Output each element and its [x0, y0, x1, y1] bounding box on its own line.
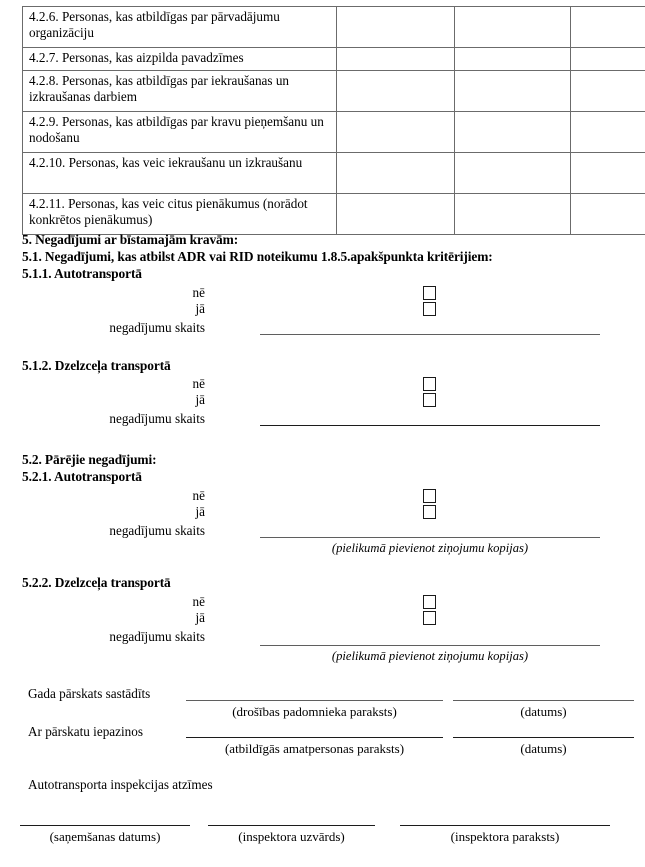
label-no-5-1-1: nē [192, 285, 205, 300]
inspector-name-caption: (inspektora uzvārds) [238, 829, 345, 844]
count-line-5-2-1[interactable] [260, 537, 600, 538]
date-caption-2: (datums) [520, 741, 567, 756]
checkbox-yes-5-1-2[interactable] [423, 393, 436, 407]
attach-note-5-2-1: (pielikumā pievienot ziņojumu kopijas) [331, 541, 529, 555]
duty-label-cell: 4.2.11. Personas, kas veic citus pienākumus (norādot konkrētos pienākumus) [23, 194, 337, 235]
table-row [23, 71, 645, 112]
table-row [23, 194, 645, 235]
table-row [23, 7, 645, 48]
safety-adviser-caption: (drošības padomnieka paraksts) [232, 704, 397, 719]
duty-value-cell-3[interactable] [571, 7, 645, 48]
section-5-2-title: 5.2. Pārējie negadījumi: [22, 452, 157, 467]
label-yes-5-1-2: jā [195, 392, 205, 407]
duty-label-cell: 4.2.7. Personas, kas aizpilda pavadzīmes [23, 48, 337, 71]
count-line-5-1-2[interactable] [260, 425, 600, 426]
official-caption: (atbildīgās amatpersonas paraksts) [224, 741, 405, 756]
checkbox-yes-5-2-2[interactable] [423, 611, 436, 625]
acknowledged-label: Ar pārskatu iepazinos [28, 724, 143, 739]
duty-value-cell-2[interactable] [455, 7, 571, 48]
duty-value-cell-2[interactable] [455, 194, 571, 235]
safety-adviser-signature-line[interactable] [186, 700, 443, 701]
label-yes-5-2-1: jā [195, 504, 205, 519]
duty-value-cell-1[interactable] [337, 48, 455, 71]
duty-label-cell: 4.2.8. Personas, kas atbildīgas par iekraušanas un izkraušanas darbiem [23, 71, 337, 112]
label-yes-5-1-1: jā [195, 301, 205, 316]
duties-table-body [23, 7, 645, 235]
checkbox-no-5-1-2[interactable] [423, 377, 436, 391]
date-caption-1: (datums) [520, 704, 567, 719]
duty-value-cell-3[interactable] [571, 48, 645, 71]
date-line-1[interactable] [453, 700, 634, 701]
duty-value-cell-3[interactable] [571, 112, 645, 153]
duty-value-cell-1[interactable] [337, 194, 455, 235]
count-line-5-2-2[interactable] [260, 645, 600, 646]
duty-value-cell-1[interactable] [337, 7, 455, 48]
table-row [23, 112, 645, 153]
section-5-2-1-title: 5.2.1. Autotransportā [22, 469, 142, 484]
duty-value-cell-2[interactable] [455, 112, 571, 153]
label-yes-5-2-2: jā [195, 610, 205, 625]
duty-value-cell-3[interactable] [571, 153, 645, 194]
duty-value-cell-1[interactable] [337, 71, 455, 112]
attach-note-5-2-2: (pielikumā pievienot ziņojumu kopijas) [331, 649, 529, 663]
section-5-title: 5. Negadījumi ar bīstamajām kravām: [22, 232, 239, 247]
label-count-5-2-2: negadījumu skaits [109, 629, 205, 644]
duty-label-cell: 4.2.6. Personas, kas atbildīgas par pārvadājumu organizāciju [23, 7, 337, 48]
checkbox-no-5-2-1[interactable] [423, 489, 436, 503]
inspector-signature-caption: (inspektora paraksts) [450, 829, 560, 844]
table-row [23, 48, 645, 71]
duty-value-cell-2[interactable] [455, 48, 571, 71]
label-count-5-1-2: negadījumu skaits [109, 411, 205, 426]
duty-value-cell-2[interactable] [455, 71, 571, 112]
table-row [23, 153, 645, 194]
section-5-2-2-title: 5.2.2. Dzelzceļa transportā [22, 575, 171, 590]
label-count-5-1-1: negadījumu skaits [109, 320, 205, 335]
inspector-name-line[interactable] [208, 825, 375, 826]
received-date-line[interactable] [20, 825, 190, 826]
duty-value-cell-1[interactable] [337, 153, 455, 194]
section-5-1-1-title: 5.1.1. Autotransportā [22, 266, 142, 281]
duty-label-cell: 4.2.10. Personas, kas veic iekraušanu un izkraušanu [23, 153, 337, 194]
duties-table [22, 6, 645, 235]
inspection-title: Autotransporta inspekcijas atzīmes [28, 777, 213, 792]
label-no-5-2-2: nē [192, 594, 205, 609]
inspector-signature-line[interactable] [400, 825, 610, 826]
duty-value-cell-3[interactable] [571, 71, 645, 112]
count-line-5-1-1[interactable] [260, 334, 600, 335]
checkbox-no-5-2-2[interactable] [423, 595, 436, 609]
official-signature-line[interactable] [186, 737, 443, 738]
checkbox-no-5-1-1[interactable] [423, 286, 436, 300]
checkbox-yes-5-2-1[interactable] [423, 505, 436, 519]
section-5-1-title: 5.1. Negadījumi, kas atbilst ADR vai RID noteikumu 1.8.5.apakšpunkta kritērijiem: [22, 249, 493, 264]
date-line-2[interactable] [453, 737, 634, 738]
duty-value-cell-3[interactable] [571, 194, 645, 235]
duty-value-cell-1[interactable] [337, 112, 455, 153]
label-no-5-2-1: nē [192, 488, 205, 503]
section-5-1-2-title: 5.1.2. Dzelzceļa transportā [22, 358, 171, 373]
compiled-label: Gada pārskats sastādīts [28, 686, 151, 701]
duty-label-cell: 4.2.9. Personas, kas atbildīgas par kravu pieņemšanu un nodošanu [23, 112, 337, 153]
checkbox-yes-5-1-1[interactable] [423, 302, 436, 316]
label-count-5-2-1: negadījumu skaits [109, 523, 205, 538]
duty-value-cell-2[interactable] [455, 153, 571, 194]
received-date-caption: (saņemšanas datums) [49, 829, 161, 844]
label-no-5-1-2: nē [192, 376, 205, 391]
